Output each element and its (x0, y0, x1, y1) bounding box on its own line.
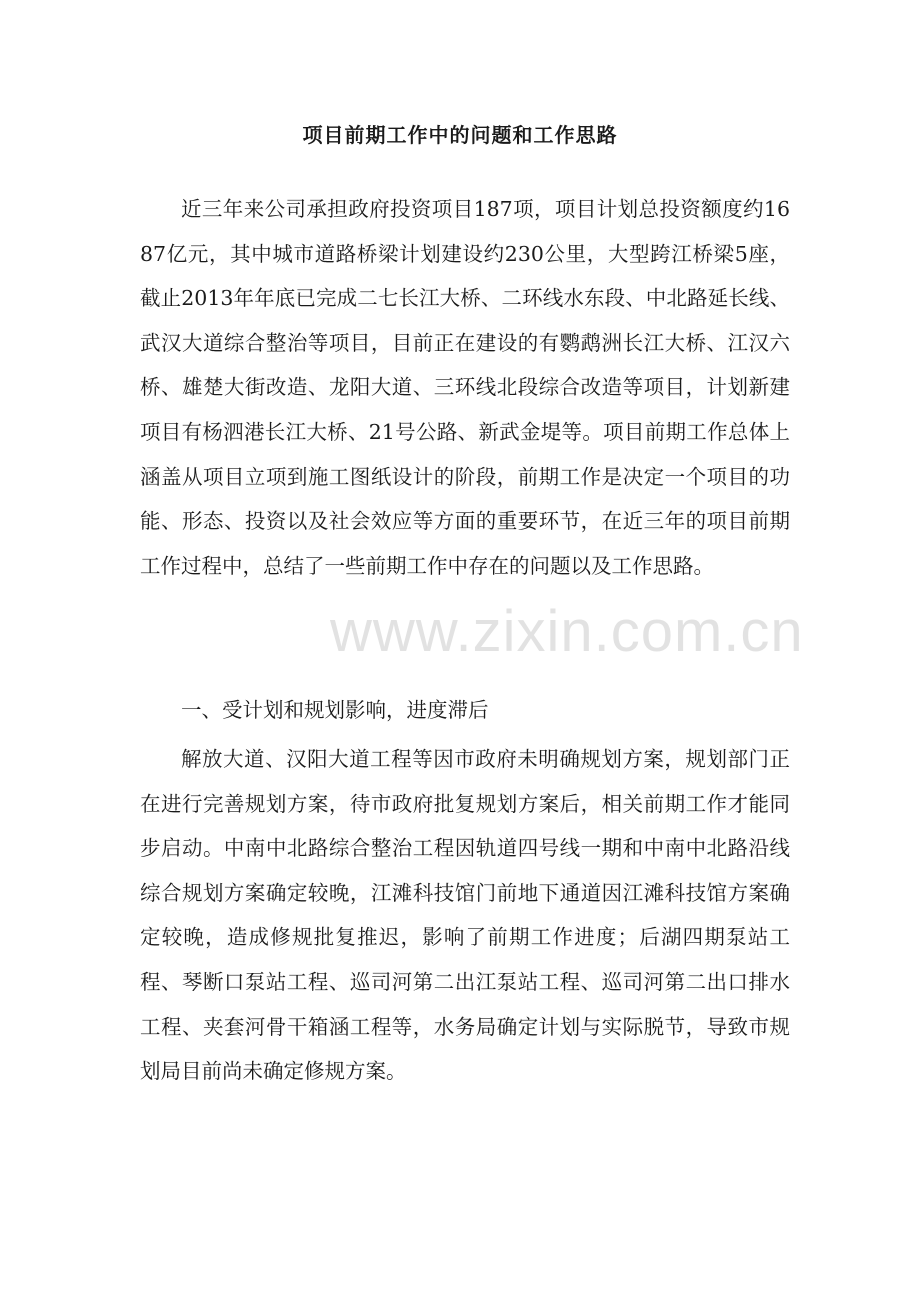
watermark: www.zixin.com.cn (330, 599, 804, 664)
section-heading-1: 一、受计划和规划影响，进度滞后 (181, 698, 489, 722)
document-title: 项目前期工作中的问题和工作思路 (302, 123, 618, 147)
paragraph-section-1: 解放大道、汉阳大道工程等因市政府未明确规划方案，规划部门正在进行完善规划方案，待市政府批复规划方案后，相关前期工作才能同步启动。中南中北路综合整治工程因轨道四号线一期和中南中北路沿线综合规划方案确定较晚，江滩科技馆门前地下通道因江滩科技馆方案确定较晚，造成修规批复推迟，影响了前期工作进度；后湖四期泵站工程、琴断口泵站工程、巡司河第二出江泵站工程、巡司河第二出口排水工程、夹套河骨干箱涵工程等，水务局确定计划与实际脱节，导致市规划局目前尚未确定修规方案。 (140, 747, 790, 1084)
paragraph-intro: 近三年来公司承担政府投资项目187项，项目计划总投资额度约1687亿元，其中城市道路桥梁计划建设约230公里，大型跨江桥梁5座，截止2013年年底已完成二七长江大桥、二环线水东段、中北路延长线、武汉大道综合整治等项目，目前正在建设的有鹦鹉洲长江大桥、江汉六桥、雄楚大街改造、龙阳大道、三环线北段综合改造等项目，计划新建项目有杨泗港长江大桥、21号公路、新武金堤等。项目前期工作总体上涵盖从项目立项到施工图纸设计的阶段，前期工作是决定一个项目的功能、形态、投资以及社会效应等方面的重要环节，在近三年的项目前期工作过程中，总结了一些前期工作中存在的问题以及工作思路。 (140, 197, 790, 578)
